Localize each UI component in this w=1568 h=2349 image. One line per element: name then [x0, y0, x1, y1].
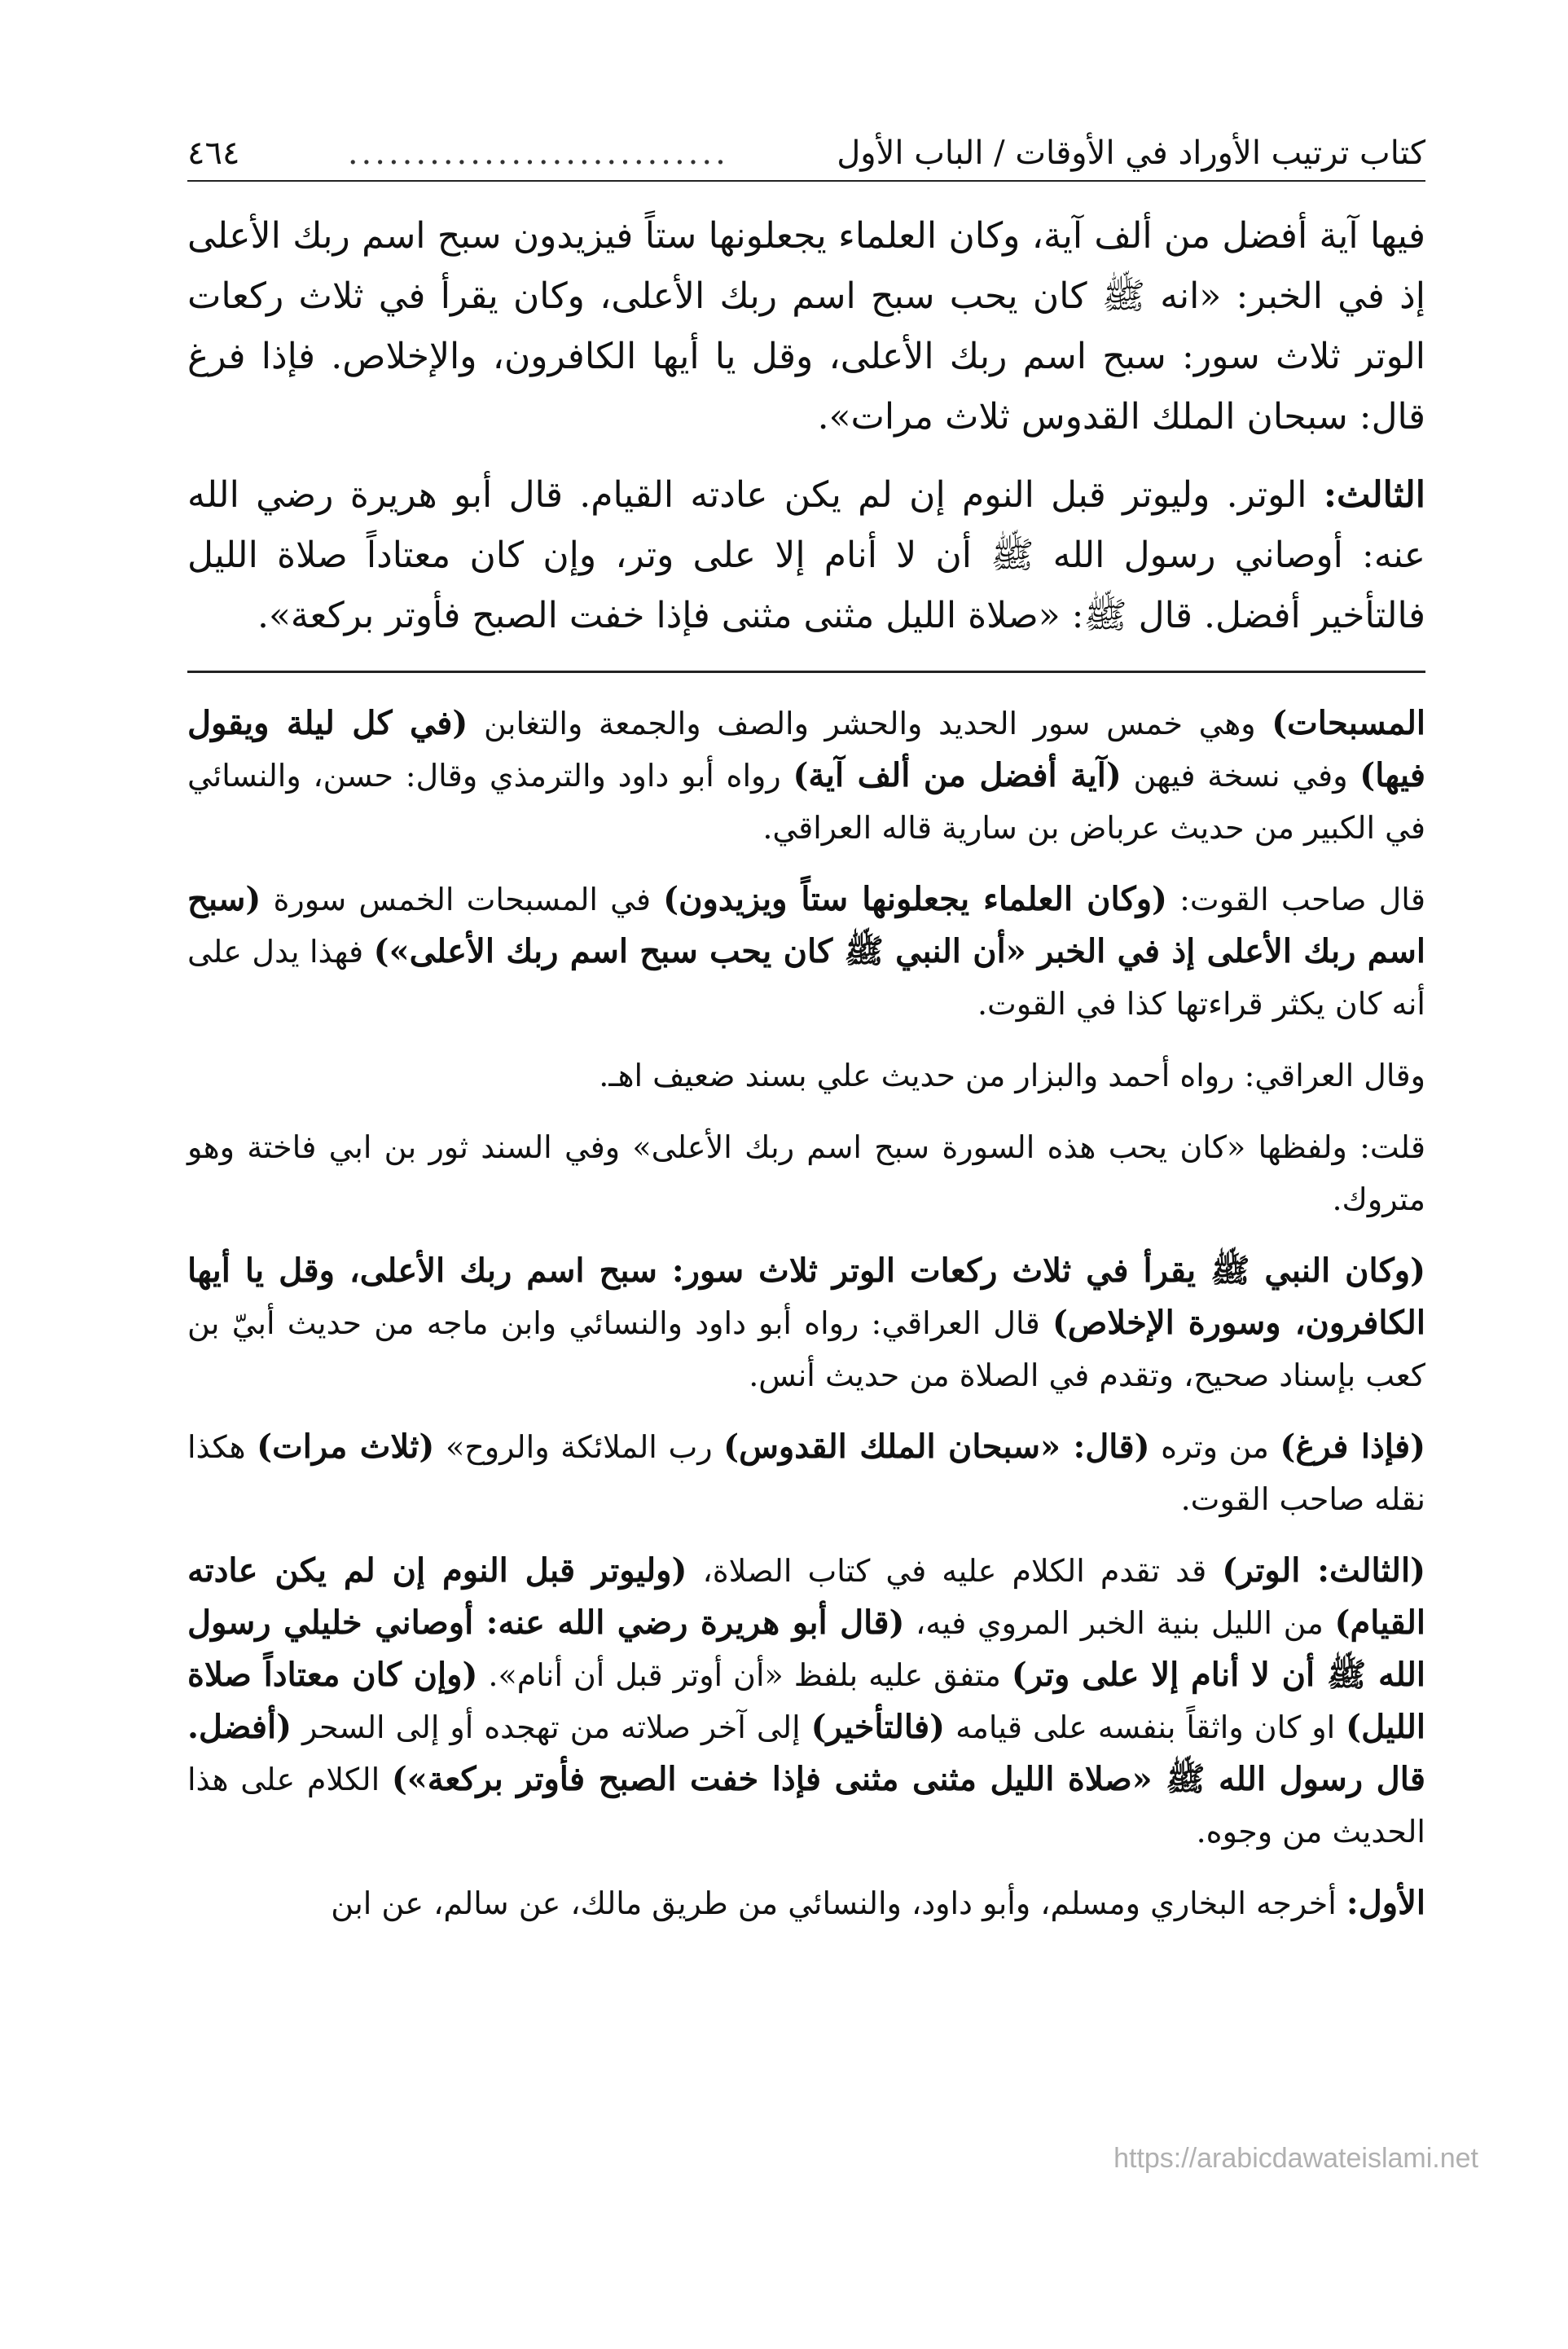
running-header	[187, 134, 1425, 182]
commentary-notes	[187, 697, 1425, 1929]
note-bold-segment: (آية أفضل من ألف آية)	[793, 756, 1122, 794]
note-paragraph	[187, 1049, 1425, 1102]
note-text-segment: وهي خمس سور الحديد والحشر والصف والجمعة والتغابن	[468, 706, 1272, 741]
note-text-segment: او كان واثقاً بنفسه على قيامه	[945, 1709, 1346, 1745]
note-text-segment: قد تقدم الكلام عليه في كتاب الصلاة،	[687, 1553, 1223, 1589]
note-bold-segment: (قال أبو هريرة رضي الله عنه: أوصاني خليلي رسول الله ﷺ أن لا أنام إلا على وتر)	[187, 1603, 1426, 1694]
page-number: ٤٦٤	[187, 134, 240, 172]
note-bold-segment: (فالتأخير)	[810, 1708, 946, 1746]
note-paragraph	[187, 1421, 1425, 1525]
note-text-segment: هكذا نقله صاحب القوت.	[187, 1429, 1425, 1517]
note-bold-segment: الأول:	[1346, 1884, 1425, 1922]
note-bold-segment: (في كل ليلة ويقول فيها)	[187, 704, 1426, 794]
main-paragraph-1: فيها آية أفضل من ألف آية، وكان العلماء يجعلونها ستاً فيزيدون سبح اسم ربك الأعلى إذ في الخبر: «انه ﷺ كان يحب سبح اسم ربك الأعلى، وكان يقرأ في ثلاث ركعات الوتر ثلاث سور: سبح اسم ربك الأعلى، وقل يا أيها الكافرون، والإخلاص. فإذا فرغ قال: سبحان الملك القدوس ثلاث مرات».	[187, 215, 1425, 438]
note-text-segment: وقال العراقي: رواه أحمد والبزار من حديث علي بسند ضعيف اهـ.	[599, 1058, 1425, 1093]
main-paragraph-2	[187, 465, 1425, 646]
note-bold-segment: (قال: «سبحان الملك القدوس)	[723, 1427, 1150, 1466]
note-bold-segment: (الثالث: الوتر)	[1222, 1551, 1425, 1590]
note-bold-segment: (وإن كان معتاداً صلاة الليل)	[187, 1656, 1425, 1746]
note-text-segment: فهذا يدل على أنه كان يكثر قراءتها كذا في القوت.	[187, 934, 1425, 1022]
note-text-segment: قال صاحب القوت:	[1166, 882, 1425, 917]
note-text-segment: رواه أبو داود والترمذي وقال: حسن، والنسائي في الكبير من حديث عرباض بن سارية قاله العراقي.	[187, 758, 1425, 846]
note-text-segment: متفق عليه بلفظ «أن أوتر قبل أن أنام».	[477, 1657, 1012, 1693]
note-text-segment: أخرجه البخاري ومسلم، وأبو داود، والنسائي من طريق مالك، عن سالم، عن ابن	[331, 1885, 1346, 1921]
main-paragraph-2-heading: الثالث:	[1323, 474, 1425, 516]
chapter-title: كتاب ترتيب الأوراد في الأوقات / الباب الأول	[837, 134, 1425, 172]
note-paragraph	[187, 1545, 1425, 1858]
main-paragraph-2-text: الوتر. وليوتر قبل النوم إن لم يكن عادته القيام. قال أبو هريرة رضي الله عنه: أوصاني رسول الله ﷺ أن لا أنام إلا على وتر، وإن كان معتاداً صلاة الليل فالتأخير أفضل. قال ﷺ: «صلاة الليل مثنى مثنى فإذا خفت الصبح فأوتر بركعة».	[187, 474, 1425, 636]
note-text-segment: قلت: ولفظها «كان يحب هذه السورة سبح اسم ربك الأعلى» وفي السند ثور بن ابي فاختة وهو متروك.	[187, 1129, 1425, 1217]
watermark-url: https://arabicdawateislami.net	[1113, 2143, 1478, 2174]
note-text-segment: الكلام على هذا الحديث من وجوه.	[187, 1762, 1425, 1850]
note-bold-segment: (فإذا فرغ)	[1280, 1427, 1425, 1466]
header-leader-dots: ............................	[347, 134, 729, 172]
note-text-segment: من وتره	[1149, 1429, 1280, 1465]
note-paragraph	[187, 697, 1425, 854]
note-paragraph	[187, 1121, 1425, 1225]
note-bold-segment: (ثلاث مرات)	[257, 1427, 435, 1466]
note-paragraph	[187, 1245, 1425, 1401]
note-paragraph	[187, 1877, 1425, 1929]
note-bold-segment: (وكان العلماء يجعلونها ستاً ويزيدون)	[663, 880, 1167, 918]
note-text-segment: رب الملائكة والروح»	[434, 1429, 724, 1465]
note-bold-segment: (أفضل. قال رسول الله ﷺ «صلاة الليل مثنى مثنى فإذا خفت الصبح فأوتر بركعة»)	[187, 1708, 1426, 1798]
note-text-segment: في المسبحات الخمس سورة	[261, 882, 664, 917]
note-text-segment: قال العراقي: رواه أبو داود والنسائي وابن ماجه من حديث أبيّ بن كعب بإسناد صحيح، وتقدم في الصلاة من حديث أنس.	[187, 1305, 1425, 1393]
note-text-segment: إلى آخر صلاته من تهجده أو إلى السحر	[292, 1709, 811, 1745]
note-bold-segment: (وكان النبي ﷺ يقرأ في ثلاث ركعات الوتر ثلاث سور: سبح اسم ربك الأعلى، وقل يا أيها الكافرون، وسورة الإخلاص)	[187, 1251, 1425, 1342]
note-paragraph	[187, 873, 1425, 1030]
note-bold-segment: (وليوتر قبل النوم إن لم يكن عادته القيام)	[187, 1551, 1425, 1642]
note-text-segment: وفي نسخة فيهن	[1121, 758, 1360, 794]
note-text-segment: من الليل بنية الخبر المروي فيه،	[904, 1605, 1335, 1641]
footnote-divider	[187, 671, 1425, 673]
main-text	[187, 206, 1425, 646]
book-page	[187, 134, 1425, 1949]
note-bold-segment: المسبحات)	[1272, 704, 1425, 742]
note-bold-segment: (سبح اسم ربك الأعلى إذ في الخبر «أن النبي ﷺ كان يحب سبح اسم ربك الأعلى»)	[187, 880, 1426, 970]
